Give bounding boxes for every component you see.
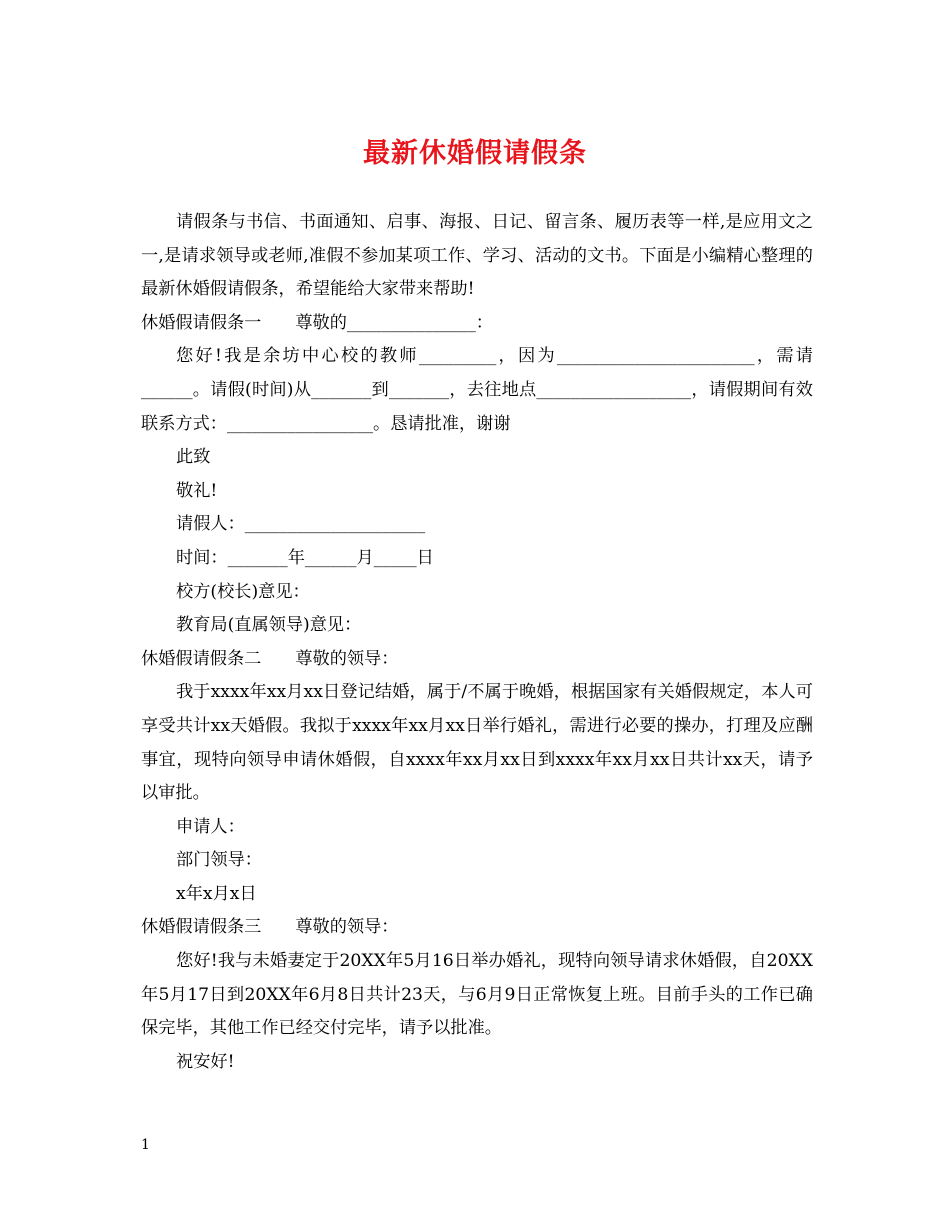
sample2-date: x年x月x日 — [176, 883, 257, 904]
sample2-heading-line — [141, 643, 813, 677]
document-title: 最新休婚假请假条 — [363, 138, 587, 169]
intro-paragraph: 请假条与书信、书面通知、启事、海报、日记、留言条、履历表等一样,是应用文之一,是请求领导或老师,准假不参加某项工作、学习、活动的文书。下面是小编精心整理的最新休婚假请假条，希望能给大家带来帮助! — [141, 212, 813, 300]
sample3-closing: 祝安好! — [176, 1051, 235, 1072]
sample1-bureau-opinion: 教育局(直属领导)意见： — [176, 615, 362, 636]
sample3-body: 您好!我与未婚妻定于20XX年5月16日举办婚礼，现特向领导请求休婚假，自20XX年5月17日到20XX年6月8日共计23天，与6月9日正常恢复上班。目前手头的工作已确保完毕，其他工作已经交付完毕，请予以批准。 — [141, 951, 813, 1039]
sample1-school-opinion: 校方(校长)意见： — [176, 581, 310, 602]
sample1-heading: 休婚假请假条一 — [141, 312, 262, 333]
document-body — [141, 206, 813, 1079]
sample3-heading: 休婚假请假条三 — [141, 917, 262, 938]
sample1-closing1: 此致 — [176, 447, 211, 468]
sample3-heading-line — [141, 911, 813, 945]
sample2-applicant: 申请人： — [176, 816, 245, 837]
sample3-salutation: 尊敬的领导： — [295, 917, 399, 938]
sample2-salutation: 尊敬的领导： — [295, 648, 399, 669]
sample2-heading: 休婚假请假条二 — [141, 648, 262, 669]
sample1-date: 时间：_______年______月_____日 — [176, 547, 434, 568]
sample1-heading-line — [141, 307, 813, 341]
sample1-salutation: 尊敬的_______________： — [295, 312, 493, 333]
sample2-body: 我于xxxx年xx月xx日登记结婚，属于/不属于晚婚，根据国家有关婚假规定，本人可享受共计xx天婚假。我拟于xxxx年xx月xx日举行婚礼，需进行必要的操办，打理及应酬事宜，现特向领导申请休婚假，自xxxx年xx月xx日到xxxx年xx月xx日共计xx天，请予以审批。 — [141, 682, 813, 804]
sample2-dept-leader: 部门领导： — [176, 850, 262, 871]
sample1-applicant: 请假人：_____________________ — [176, 514, 426, 535]
page-number: 1 — [141, 1137, 150, 1153]
sample1-closing2: 敬礼! — [176, 480, 218, 501]
sample1-body: 您好!我是余坊中心校的教师_________，因为_______________________，需请______。请假(时间)从_______到_______，去往地点__________________，请假期间有效联系方式：_________________。恳请批准，谢谢 — [141, 346, 813, 434]
